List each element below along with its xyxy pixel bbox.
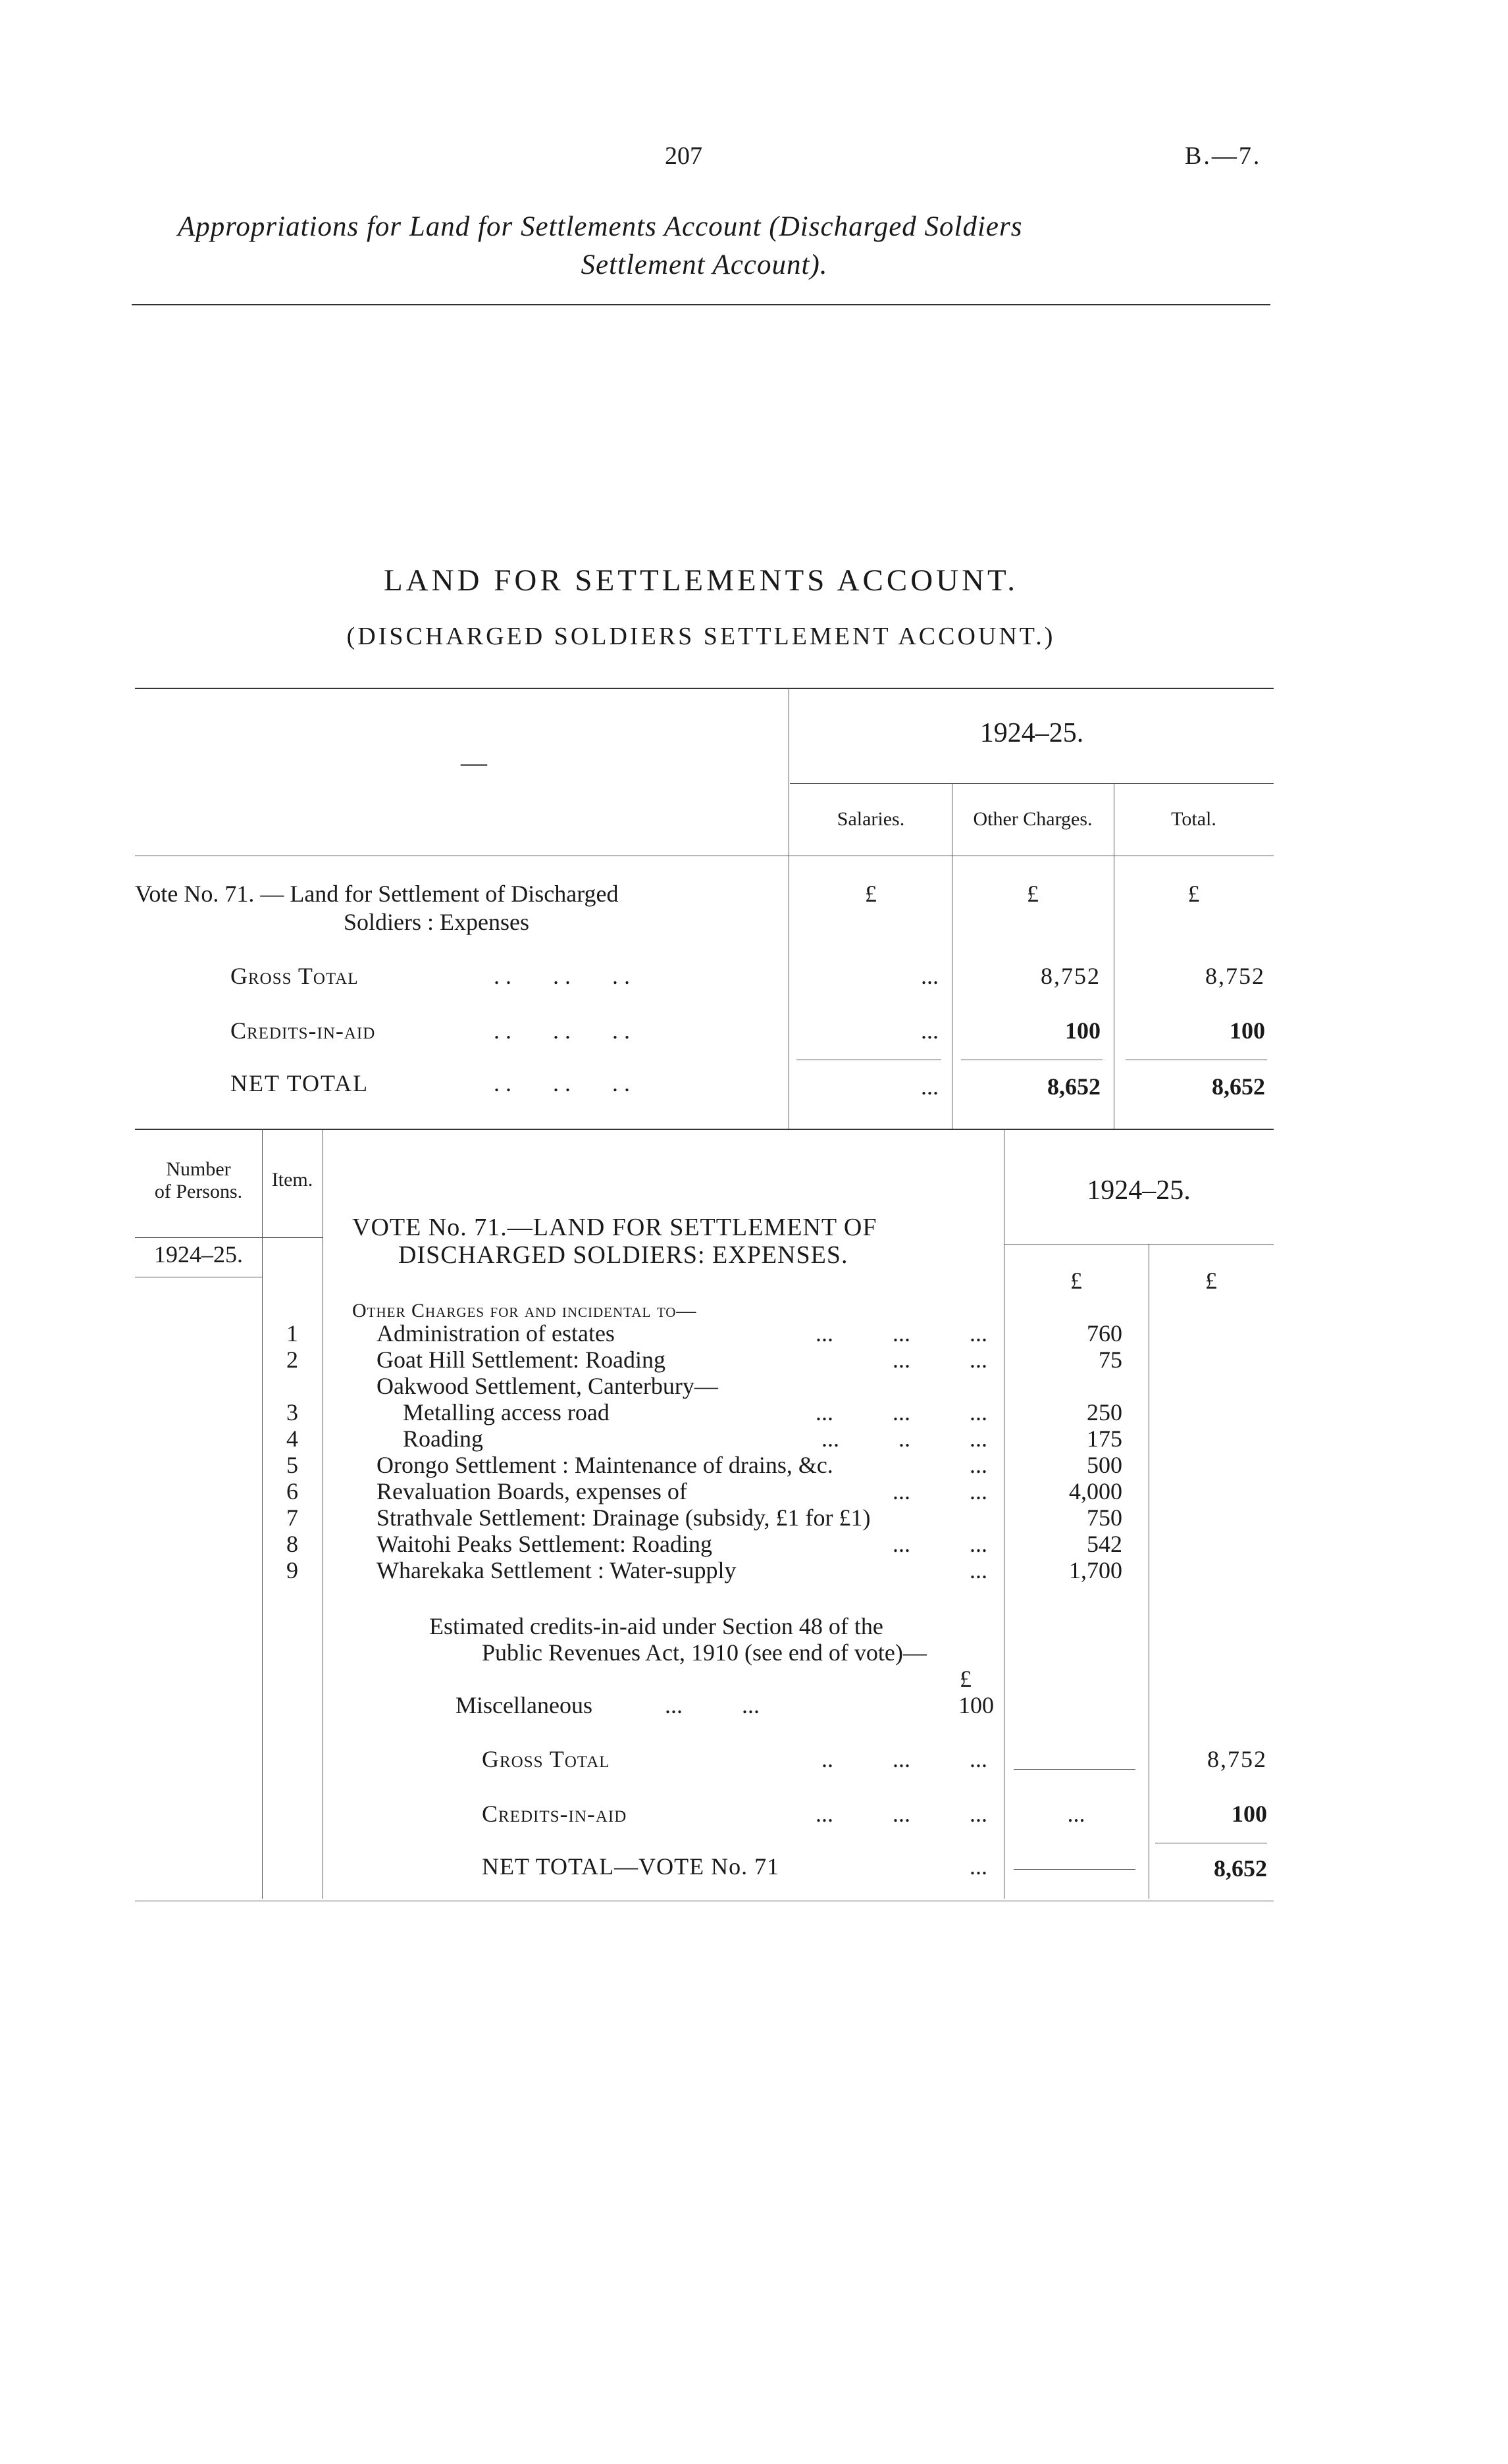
col-header-total: Total.: [1171, 808, 1216, 830]
other-charges-heading: Other Charges for and incidental to—: [352, 1300, 697, 1322]
vote-title-line1: VOTE No. 71.—LAND FOR SETTLEMENT OF: [352, 1214, 877, 1241]
credits-note-line1: Estimated credits-in-aid under Section 48 of the: [429, 1613, 883, 1639]
detail-currency-col2: £: [1205, 1268, 1217, 1294]
misc-label: Miscellaneous: [455, 1692, 592, 1718]
misc-amount: 100: [958, 1692, 994, 1718]
summary-blank-dash: —: [461, 748, 487, 777]
document-reference: B.—7.: [1185, 142, 1262, 170]
header-rule: [132, 304, 1270, 305]
currency-salaries: £: [865, 881, 877, 907]
page-title-line1: Appropriations for Land for Settlements Account (Discharged Soldiers: [178, 211, 1023, 242]
currency-other-charges: £: [1027, 881, 1039, 907]
col-header-salaries: Salaries.: [837, 808, 905, 830]
misc-dots: ... ...: [665, 1692, 760, 1718]
col-header-persons-line2: of Persons.: [154, 1181, 243, 1202]
col-header-item: Item.: [271, 1169, 313, 1191]
section-title: LAND FOR SETTLEMENTS ACCOUNT.: [383, 563, 1019, 598]
misc-currency: £: [960, 1666, 972, 1692]
persons-year: 1924–25.: [154, 1241, 243, 1268]
page-title-line2: Settlement Account).: [581, 249, 828, 280]
detail-currency-col1: £: [1070, 1268, 1082, 1294]
currency-total: £: [1187, 881, 1200, 907]
detail-year-header: 1924–25.: [1087, 1175, 1191, 1206]
vote-description-line1: Vote No. 71. — Land for Settlement of Discharged: [135, 881, 619, 907]
credits-note-line2: Public Revenues Act, 1910 (see end of vote)—: [482, 1639, 927, 1666]
col-header-persons-line1: Number: [166, 1158, 231, 1180]
section-subtitle: (DISCHARGED SOLDIERS SETTLEMENT ACCOUNT.): [346, 623, 1056, 650]
summary-year-header: 1924–25.: [979, 718, 1084, 748]
page-number: 207: [665, 142, 702, 170]
vote-description-line2: Soldiers : Expenses: [344, 909, 529, 935]
vote-title-line2: DISCHARGED SOLDIERS: EXPENSES.: [398, 1241, 848, 1269]
col-header-other-charges: Other Charges.: [973, 808, 1093, 830]
